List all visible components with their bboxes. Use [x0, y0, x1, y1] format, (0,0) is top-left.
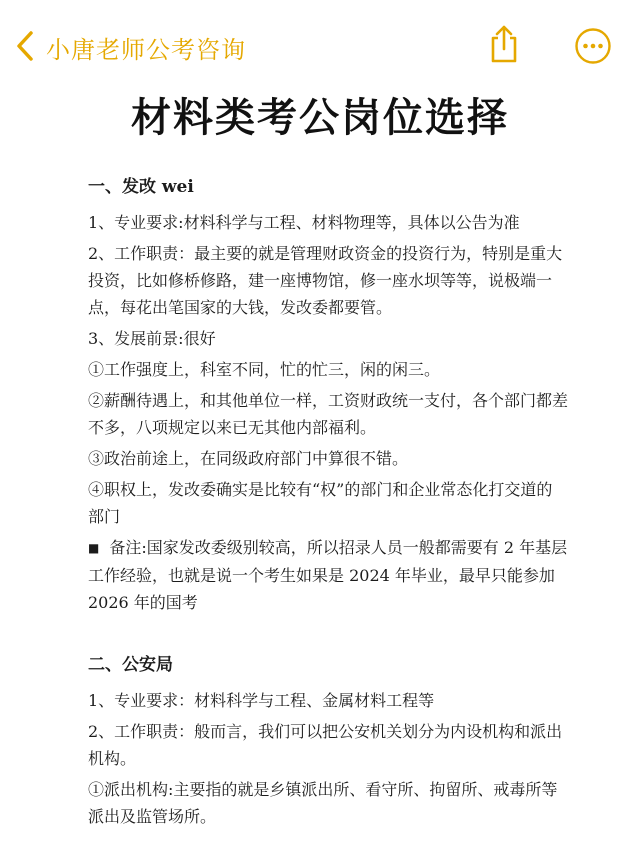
- section-heading: 二、公安局: [88, 655, 173, 675]
- paragraph: ②薪酬待遇上，和其他单位一样，工资财政统一支付，各个部门都差不多，八项规定以来已无其他内部福利。: [88, 391, 569, 437]
- document-body: [88, 174, 568, 834]
- share-icon: [486, 24, 522, 64]
- section-gap: [88, 620, 568, 652]
- share-button[interactable]: [486, 24, 522, 64]
- paragraph: ①工作强度上，科室不同，忙的忙三，闲的闲三。: [88, 360, 441, 379]
- nav-bar: [0, 0, 640, 86]
- note: [88, 534, 568, 616]
- chevron-left-icon: [14, 30, 36, 62]
- document-title: 材料类考公岗位选择: [131, 95, 509, 141]
- paragraph: ④职权上，发改委确实是比较有“权”的部门和企业常态化打交道的部门: [88, 480, 553, 526]
- square-bullet-icon: ■: [88, 541, 100, 555]
- paragraph: ③政治前途上，在同级政府部门中算很不错。: [88, 449, 409, 468]
- paragraph: ①派出机构:主要指的就是乡镇派出所、看守所、拘留所、戒毒所等派出及监管场所。: [88, 780, 558, 826]
- paragraph: 2、工作职责：最主要的就是管理财政资金的投资行为，特别是重大投资，比如修桥修路，建一座博物馆，修一座水坝等等，说极端一点，每花出笔国家的大钱，发改委都要管。: [88, 244, 563, 317]
- nav-title[interactable]: 小唐老师公考咨询: [46, 36, 246, 64]
- more-icon: [574, 27, 612, 65]
- back-button[interactable]: [10, 28, 40, 64]
- paragraph: 1、专业要求：材料科学与工程、金属材料工程等: [88, 691, 435, 710]
- paragraph: 2、工作职责：般而言，我们可以把公安机关划分为内设机构和派出机构。: [88, 722, 563, 768]
- section-heading: 一、发改 wei: [88, 177, 194, 197]
- paragraph: 1、专业要求:材料科学与工程、材料物理等，具体以公告为准: [88, 213, 520, 232]
- paragraph: 3、发展前景:很好: [88, 329, 216, 348]
- more-button[interactable]: [574, 27, 612, 65]
- note-text: 备注:国家发改委级别较高，所以招录人员一般都需要有 2 年基层工作经验，也就是说一个考生如果是 2024 年毕业，最早只能参加 2026 年的国考: [88, 538, 568, 612]
